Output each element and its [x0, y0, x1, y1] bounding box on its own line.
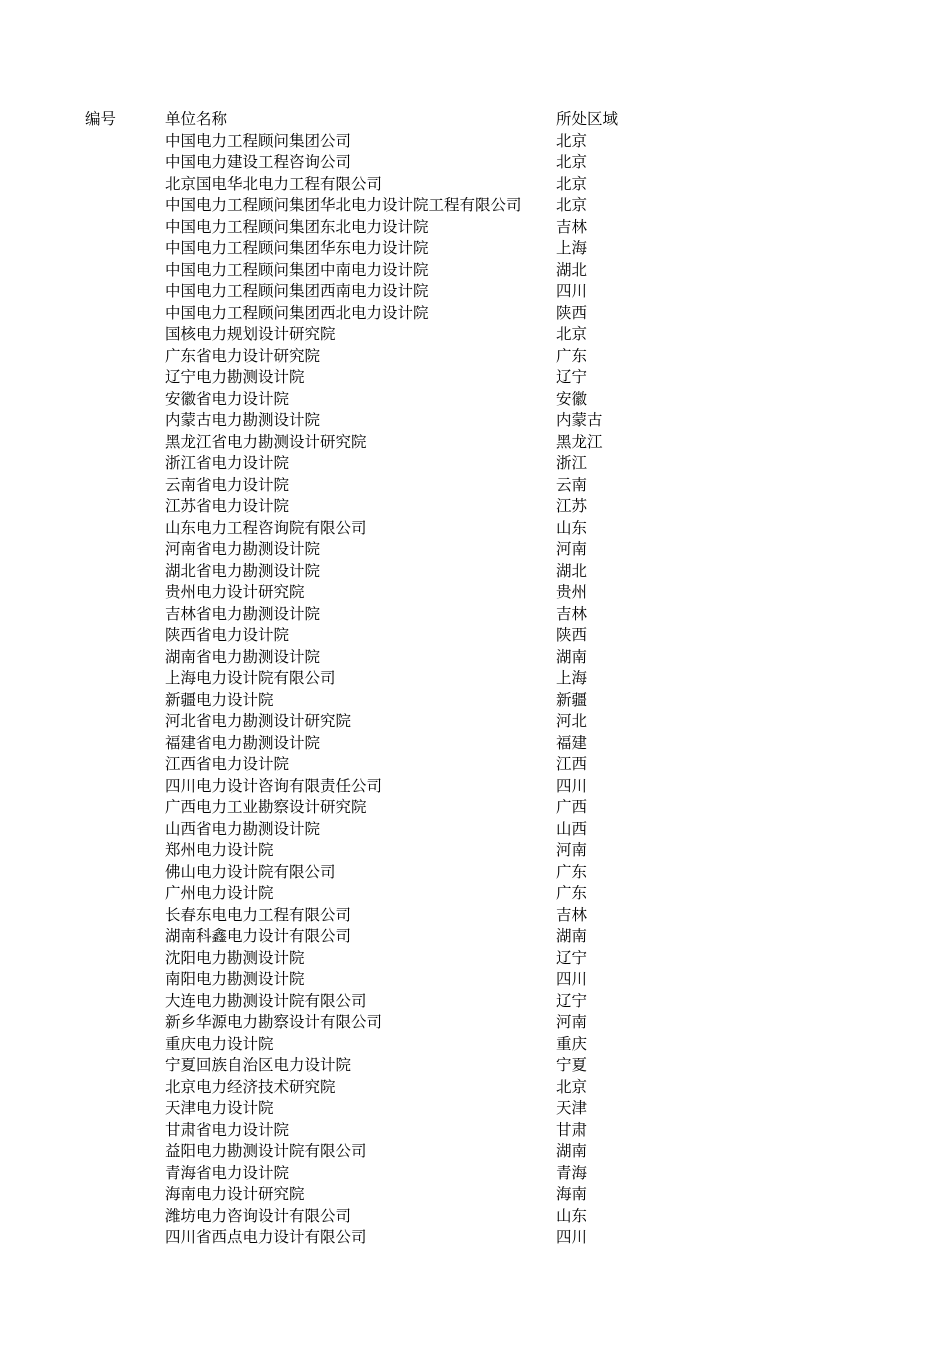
table-row [0, 926, 950, 948]
table-row [0, 948, 950, 970]
table-row [0, 733, 950, 755]
table-row [0, 260, 950, 282]
cell-region[interactable]: 河南 [556, 1012, 589, 1034]
table-row [0, 195, 950, 217]
cell-unit-name[interactable]: 中国电力工程顾问集团西北电力设计院 [165, 303, 429, 322]
table-row [0, 582, 950, 604]
table-row [0, 496, 950, 518]
cell-unit-name[interactable]: 中国电力工程顾问集团华东电力设计院 [165, 239, 429, 257]
cell-unit-name[interactable]: 吉林省电力勘测设计院 [165, 604, 321, 623]
cell-unit-name[interactable]: 广西电力工业勘察设计研究院 [165, 798, 367, 816]
cell-unit-name[interactable]: 中国电力工程顾问集团西南电力设计院 [165, 282, 429, 300]
cell-unit-name[interactable]: 中国电力工程顾问集团东北电力设计院 [165, 217, 429, 236]
table-row [0, 367, 950, 389]
cell-unit-name[interactable]: 中国电力工程顾问集团华北电力设计院工程有限公司 [165, 196, 522, 214]
cell-region[interactable]: 四川 [556, 1227, 589, 1249]
cell-unit-name[interactable]: 广州电力设计院 [165, 884, 274, 902]
cell-region[interactable]: 新疆 [556, 690, 589, 712]
table-row [0, 690, 950, 712]
cell-region[interactable]: 海南 [556, 1184, 589, 1206]
table-row [0, 432, 950, 454]
table-row [0, 518, 950, 540]
table-row [0, 303, 950, 325]
cell-region[interactable]: 吉林 [556, 905, 589, 927]
cell-unit-name[interactable]: 国核电力规划设计研究院 [165, 325, 336, 343]
cell-region[interactable]: 内蒙古 [556, 410, 605, 432]
cell-region[interactable]: 山西 [556, 819, 589, 841]
cell-region[interactable]: 湖南 [556, 926, 589, 948]
table-row [0, 1012, 950, 1034]
table-row [0, 453, 950, 475]
table-row [0, 238, 950, 260]
cell-unit-name[interactable]: 安徽省电力设计院 [165, 389, 290, 408]
table-row [0, 604, 950, 626]
cell-region[interactable]: 重庆 [556, 1034, 589, 1056]
cell-unit-name[interactable]: 云南省电力设计院 [165, 475, 290, 494]
cell-unit-name[interactable]: 湖北省电力勘测设计院 [165, 561, 321, 580]
cell-unit-name[interactable]: 沈阳电力勘测设计院 [165, 948, 305, 967]
cell-region[interactable]: 北京 [556, 1077, 589, 1099]
cell-unit-name[interactable]: 中国电力工程顾问集团公司 [165, 131, 352, 150]
table-row [0, 1077, 950, 1099]
table-row [0, 324, 950, 346]
cell-region[interactable]: 江苏 [556, 496, 589, 518]
cell-region[interactable]: 上海 [556, 668, 589, 690]
cell-unit-name[interactable]: 湖南省电力勘测设计院 [165, 647, 321, 666]
cell-region[interactable]: 四川 [556, 969, 589, 991]
cell-region[interactable]: 黑龙江 [556, 432, 605, 454]
table-row [0, 905, 950, 927]
cell-region[interactable]: 北京 [556, 152, 589, 174]
cell-unit-name[interactable]: 新乡华源电力勘察设计有限公司 [165, 1013, 383, 1031]
table-row [0, 754, 950, 776]
cell-unit-name[interactable]: 上海电力设计院有限公司 [165, 669, 336, 687]
column-header-region[interactable]: 所处区域 [556, 109, 620, 131]
cell-region[interactable]: 湖北 [556, 260, 589, 282]
table-row [0, 1055, 950, 1077]
cell-unit-name[interactable]: 山东电力工程咨询院有限公司 [165, 518, 367, 537]
cell-unit-name[interactable]: 南阳电力勘测设计院 [165, 970, 305, 988]
table-row [0, 776, 950, 798]
cell-region[interactable]: 青海 [556, 1163, 589, 1185]
table-row [0, 819, 950, 841]
table-row [0, 840, 950, 862]
table-row [0, 797, 950, 819]
cell-region[interactable]: 上海 [556, 238, 589, 260]
header-row [0, 109, 950, 131]
cell-unit-name[interactable]: 河北省电力勘测设计研究院 [165, 712, 352, 730]
table-row [0, 668, 950, 690]
table-row [0, 281, 950, 303]
cell-region[interactable]: 四川 [556, 776, 589, 798]
cell-unit-name[interactable]: 天津电力设计院 [165, 1099, 274, 1117]
cell-region[interactable]: 浙江 [556, 453, 589, 475]
table-row [0, 1120, 950, 1142]
cell-region[interactable]: 辽宁 [556, 367, 589, 389]
cell-unit-name[interactable]: 大连电力勘测设计院有限公司 [165, 991, 367, 1010]
cell-region[interactable]: 吉林 [556, 217, 589, 239]
cell-region[interactable]: 广西 [556, 797, 589, 819]
cell-unit-name[interactable]: 四川电力设计咨询有限责任公司 [165, 776, 383, 795]
cell-region[interactable]: 河南 [556, 539, 589, 561]
cell-unit-name[interactable]: 潍坊电力咨询设计有限公司 [165, 1206, 352, 1225]
table-row [0, 1227, 950, 1249]
cell-region[interactable]: 山东 [556, 1206, 589, 1228]
cell-region[interactable]: 北京 [556, 131, 589, 153]
cell-region[interactable]: 吉林 [556, 604, 589, 626]
table-row [0, 1098, 950, 1120]
cell-region[interactable]: 天津 [556, 1098, 589, 1120]
table-row [0, 647, 950, 669]
cell-unit-name[interactable]: 北京电力经济技术研究院 [165, 1077, 336, 1096]
cell-unit-name[interactable]: 四川省西点电力设计有限公司 [165, 1228, 367, 1246]
table-row [0, 174, 950, 196]
cell-region[interactable]: 安徽 [556, 389, 589, 411]
table-row [0, 389, 950, 411]
cell-region[interactable]: 广东 [556, 862, 589, 884]
table-row [0, 883, 950, 905]
table-row [0, 217, 950, 239]
cell-region[interactable]: 山东 [556, 518, 589, 540]
cell-unit-name[interactable]: 重庆电力设计院 [165, 1034, 274, 1053]
cell-unit-name[interactable]: 佛山电力设计院有限公司 [165, 862, 336, 881]
column-header-id[interactable]: 编号 [85, 110, 117, 128]
table-row [0, 991, 950, 1013]
cell-unit-name[interactable]: 湖南科鑫电力设计有限公司 [165, 927, 352, 945]
table-row [0, 539, 950, 561]
spreadsheet-table [0, 109, 950, 1249]
cell-unit-name[interactable]: 贵州电力设计研究院 [165, 583, 305, 601]
table-row [0, 346, 950, 368]
cell-region[interactable]: 河北 [556, 711, 589, 733]
cell-unit-name[interactable]: 辽宁电力勘测设计院 [165, 368, 305, 386]
cell-unit-name[interactable]: 甘肃省电力设计院 [165, 1120, 290, 1139]
cell-unit-name[interactable]: 益阳电力勘测设计院有限公司 [165, 1142, 367, 1160]
cell-region[interactable]: 陕西 [556, 625, 589, 647]
table-row [0, 625, 950, 647]
cell-unit-name[interactable]: 陕西省电力设计院 [165, 626, 290, 644]
table-row [0, 969, 950, 991]
cell-unit-name[interactable]: 新疆电力设计院 [165, 690, 274, 709]
cell-region[interactable]: 河南 [556, 840, 589, 862]
cell-unit-name[interactable]: 海南电力设计研究院 [165, 1185, 305, 1203]
cell-region[interactable]: 辽宁 [556, 991, 589, 1013]
cell-region[interactable]: 广东 [556, 883, 589, 905]
cell-unit-name[interactable]: 中国电力建设工程咨询公司 [165, 153, 352, 171]
cell-unit-name[interactable]: 广东省电力设计研究院 [165, 346, 321, 365]
cell-unit-name[interactable]: 河南省电力勘测设计院 [165, 540, 321, 558]
cell-region[interactable]: 宁夏 [556, 1055, 589, 1077]
cell-unit-name[interactable]: 郑州电力设计院 [165, 841, 274, 859]
cell-region[interactable]: 云南 [556, 475, 589, 497]
cell-unit-name[interactable]: 福建省电力勘测设计院 [165, 733, 321, 752]
table-row [0, 561, 950, 583]
column-header-name[interactable]: 单位名称 [165, 110, 228, 128]
table-row [0, 1206, 950, 1228]
cell-unit-name[interactable]: 江西省电力设计院 [165, 755, 290, 773]
table-row [0, 410, 950, 432]
cell-region[interactable]: 北京 [556, 195, 589, 217]
cell-unit-name[interactable]: 长春东电电力工程有限公司 [165, 905, 352, 924]
cell-unit-name[interactable]: 青海省电力设计院 [165, 1163, 290, 1182]
table-row [0, 1163, 950, 1185]
cell-region[interactable]: 福建 [556, 733, 589, 755]
cell-unit-name[interactable]: 浙江省电力设计院 [165, 454, 290, 472]
cell-region[interactable]: 辽宁 [556, 948, 589, 970]
table-row [0, 711, 950, 733]
cell-region[interactable]: 贵州 [556, 582, 589, 604]
table-row [0, 131, 950, 153]
cell-unit-name[interactable]: 黑龙江省电力勘测设计研究院 [165, 432, 367, 451]
cell-region[interactable]: 四川 [556, 281, 589, 303]
table-row [0, 862, 950, 884]
cell-region[interactable]: 广东 [556, 346, 589, 368]
cell-unit-name[interactable]: 宁夏回族自治区电力设计院 [165, 1056, 352, 1074]
table-row [0, 152, 950, 174]
cell-region[interactable]: 湖北 [556, 561, 589, 583]
table-body [0, 131, 950, 1249]
table-row [0, 1034, 950, 1056]
cell-region[interactable]: 甘肃 [556, 1120, 589, 1142]
cell-unit-name[interactable]: 江苏省电力设计院 [165, 497, 290, 515]
cell-unit-name[interactable]: 内蒙古电力勘测设计院 [165, 411, 321, 429]
cell-unit-name[interactable]: 北京国电华北电力工程有限公司 [165, 174, 383, 193]
cell-region[interactable]: 北京 [556, 324, 589, 346]
cell-unit-name[interactable]: 中国电力工程顾问集团中南电力设计院 [165, 260, 429, 279]
table-row [0, 1141, 950, 1163]
table-row [0, 1184, 950, 1206]
cell-region[interactable]: 江西 [556, 754, 589, 776]
cell-region[interactable]: 陕西 [556, 303, 589, 325]
cell-unit-name[interactable]: 山西省电力勘测设计院 [165, 819, 321, 838]
cell-region[interactable]: 湖南 [556, 647, 589, 669]
cell-region[interactable]: 湖南 [556, 1141, 589, 1163]
table-row [0, 475, 950, 497]
cell-region[interactable]: 北京 [556, 174, 589, 196]
